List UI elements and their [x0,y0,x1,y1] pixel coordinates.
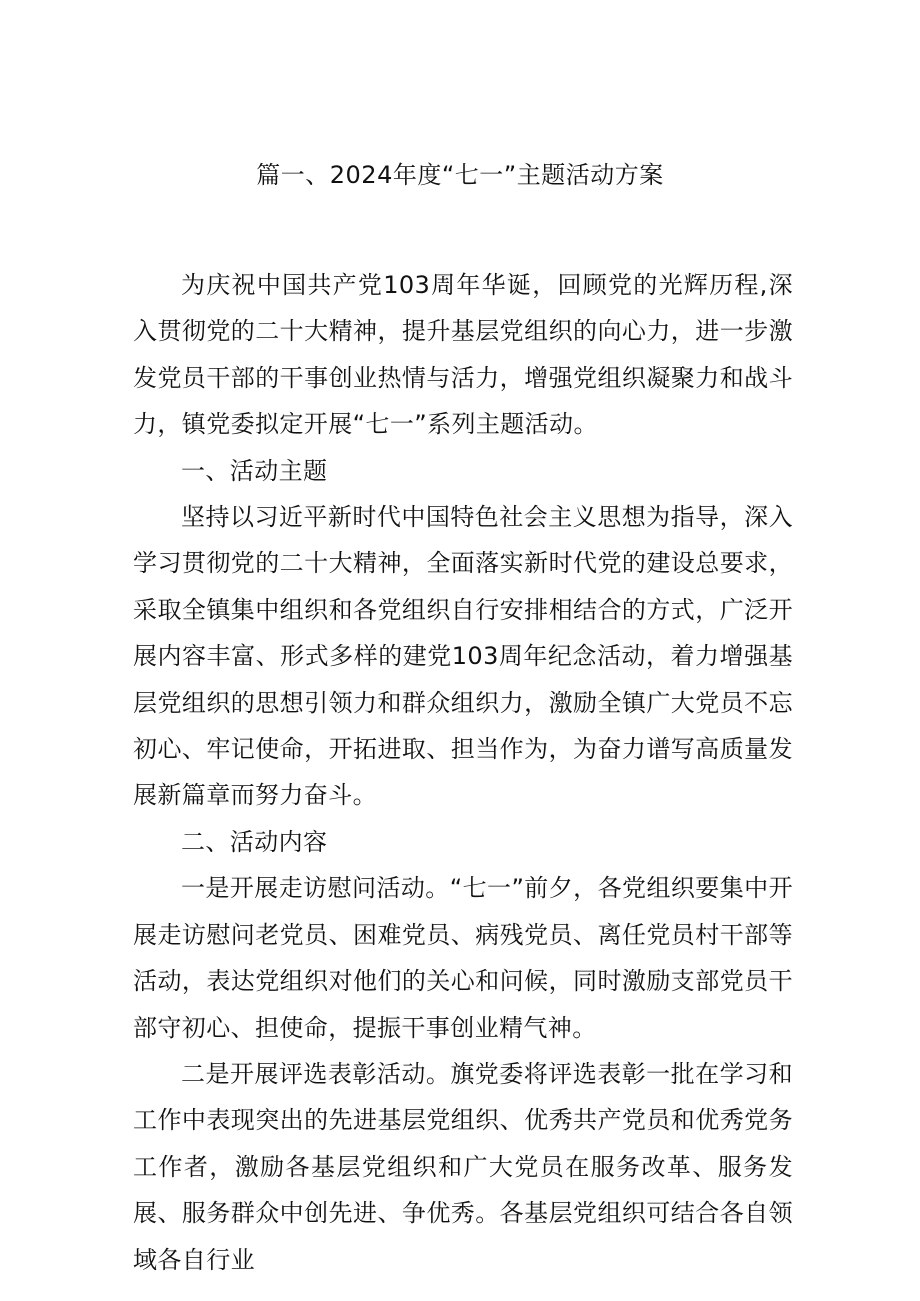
theme-paragraph: 坚持以习近平新时代中国特色社会主义思想为指导，深入学习贯彻党的二十大精神，全面落实新时代党的建设总要求，采取全镇集中组织和各党组织自行安排相结合的方式，广泛开展内容丰富、形式多样的建党103周年纪念活动，着力增强基层党组织的思想引领力和群众组织力，激励全镇广大党员不忘初心、牢记使命，开拓进取、担当作为，为奋力谱写高质量发展新篇章而努力奋斗。 [133,503,793,810]
document-body [133,262,793,1283]
content-item-visits: 一是开展走访慰问活动。“七一”前夕，各党组织要集中开展走访慰问老党员、困难党员、病残党员、离任党员村干部等活动，表达党组织对他们的关心和问候，同时激励支部党员干部守初心、担使命，提振干事创业精气神。 [133,874,793,1042]
document-title: 篇一、2024年度“七一”主题活动方案 [256,161,664,189]
section-heading-content: 二、活动内容 [181,827,328,856]
section-heading-theme: 一、活动主题 [181,456,328,485]
intro-paragraph: 为庆祝中国共产党103周年华诞，回顾党的光辉历程,深入贯彻党的二十大精神，提升基层党组织的向心力，进一步激发党员干部的干事创业热情与活力，增强党组织凝聚力和战斗力，镇党委拟定开展“七一”系列主题活动。 [133,271,793,439]
content-item-awards: 二是开展评选表彰活动。旗党委将评选表彰一批在学习和工作中表现突出的先进基层党组织、优秀共产党员和优秀党务工作者，激励各基层党组织和广大党员在服务改革、服务发展、服务群众中创先进、争优秀。各基层党组织可结合各自领域各自行业 [133,1059,793,1274]
